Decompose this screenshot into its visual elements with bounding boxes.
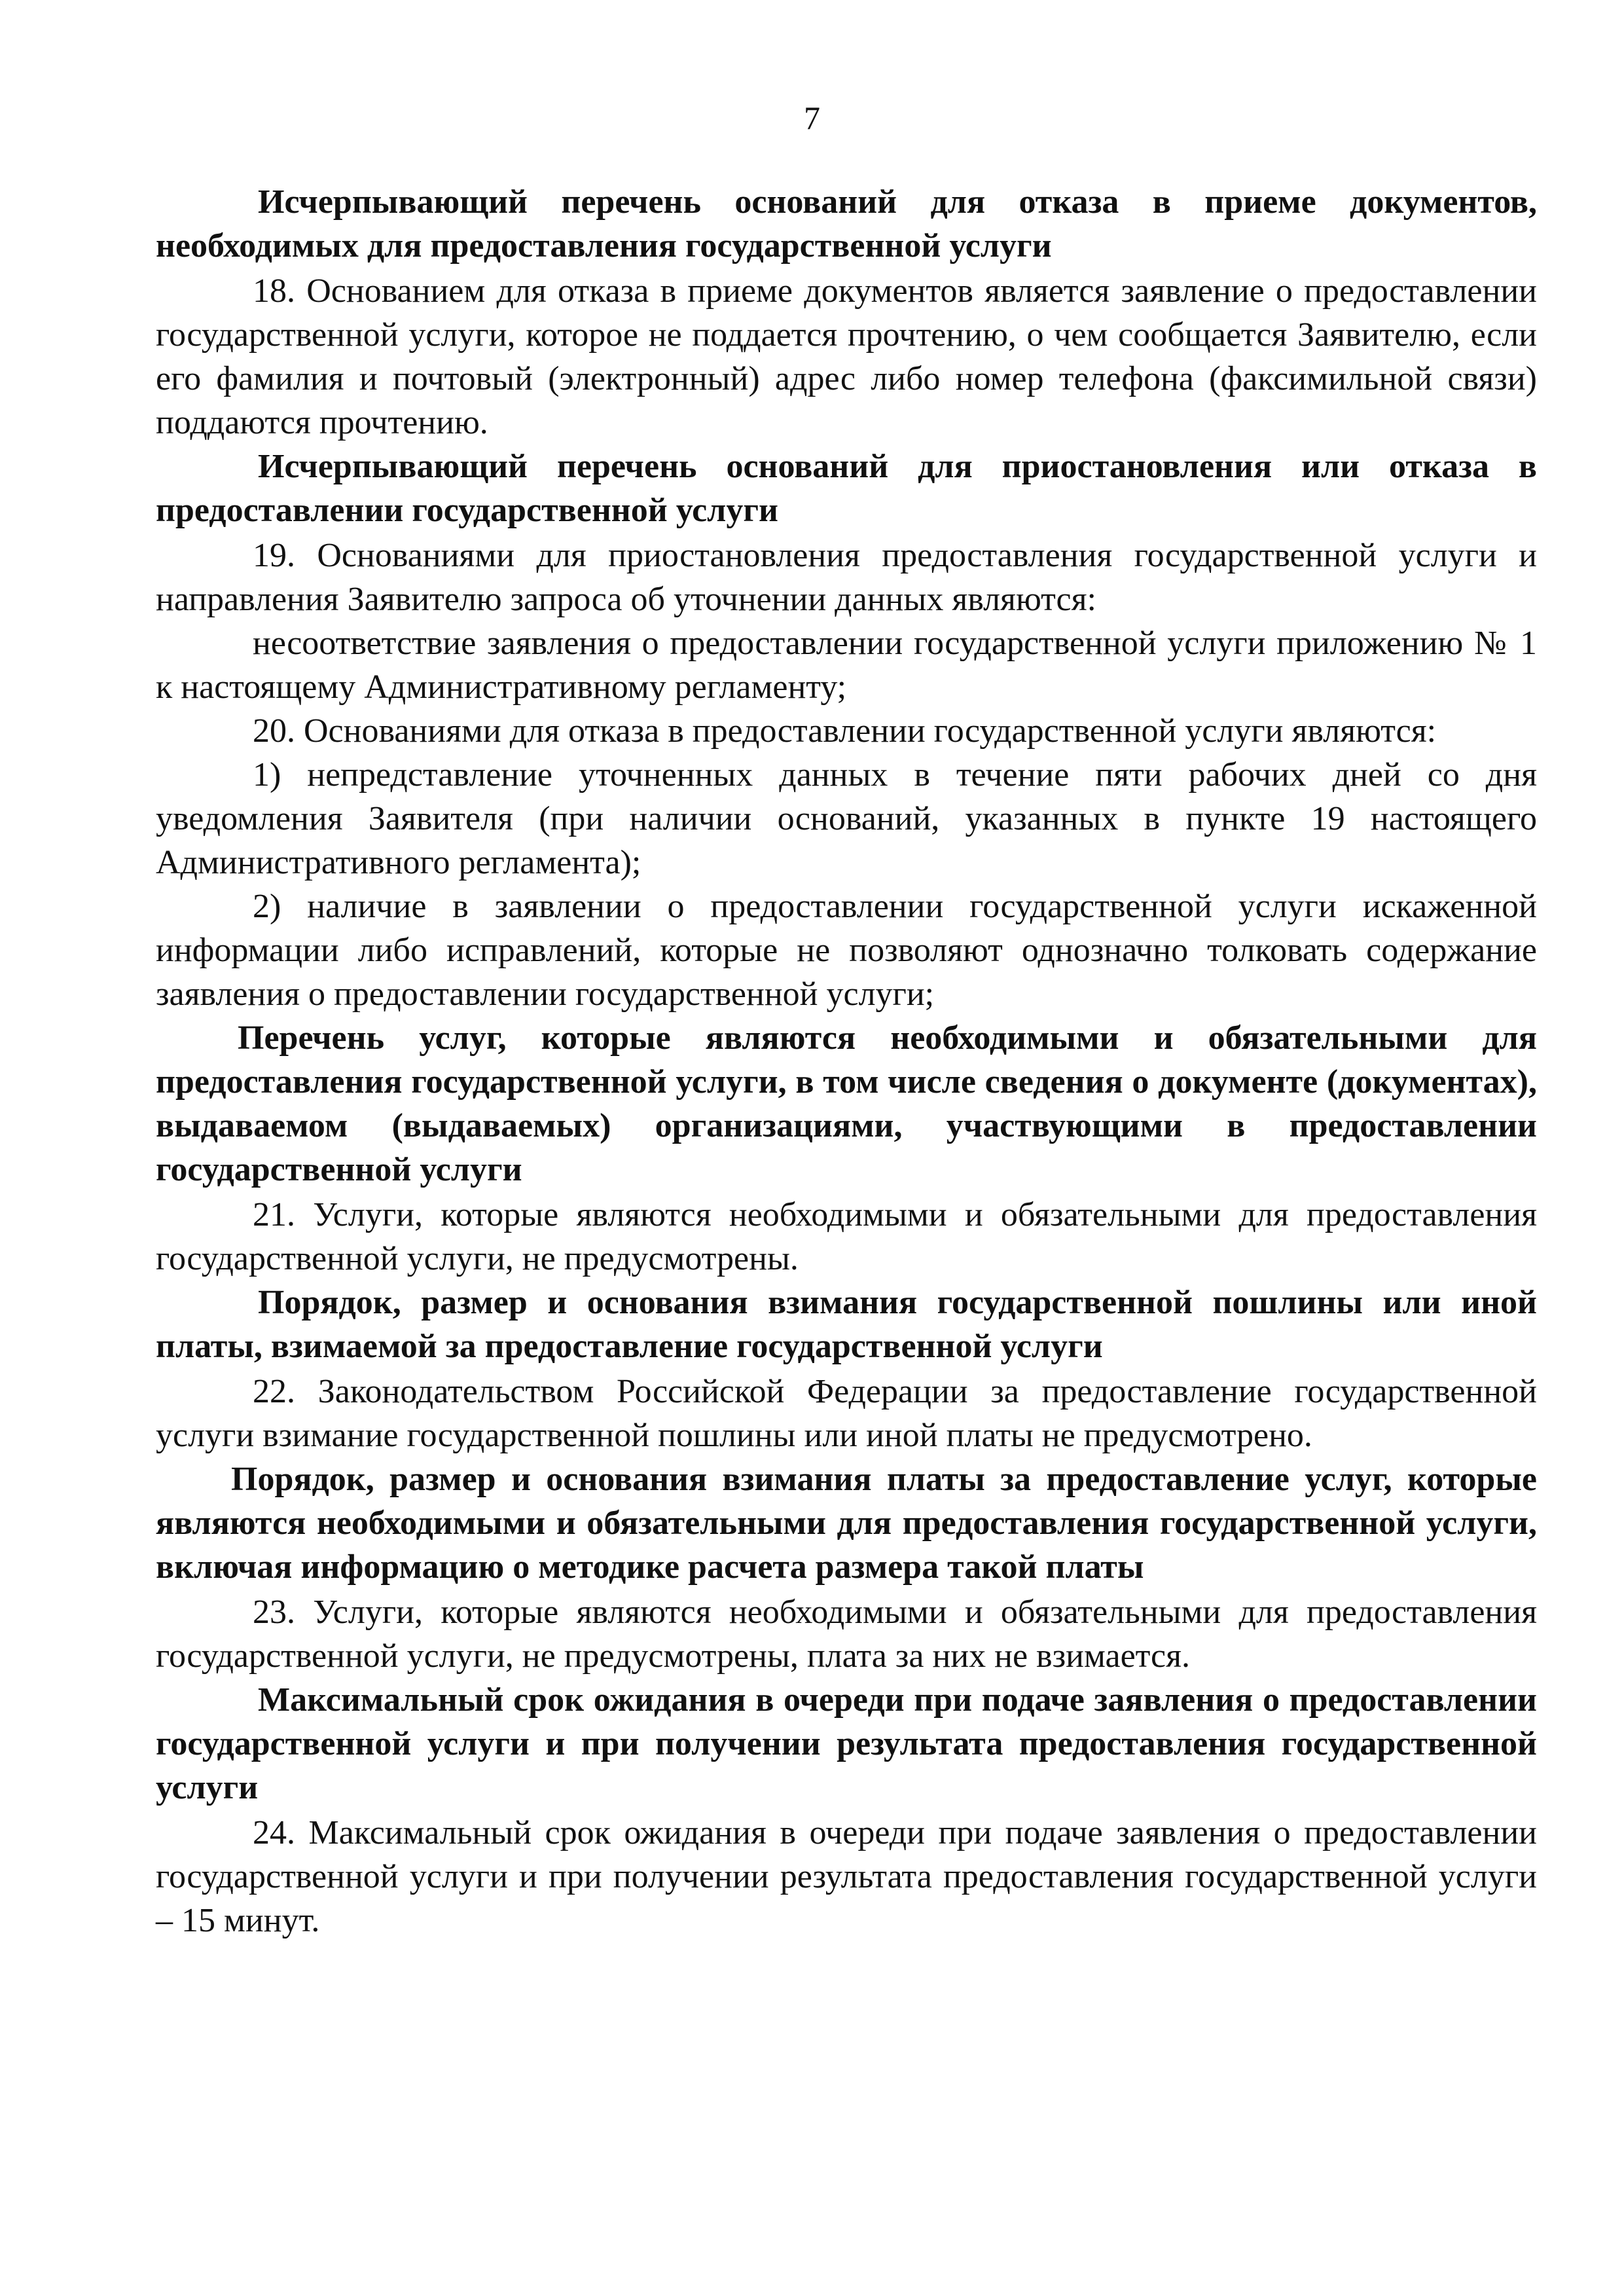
paragraph-18: 18. Основанием для отказа в приеме документов является заявление о предоставлении государственной услуги, которое не поддается прочтению, о чем сообщается Заявителю, если его фамилия и почтовый (электронный) адрес либо номер телефона (факсимильной связи) поддаются прочтению. [156, 272, 1537, 441]
section-refusal-acceptance [156, 180, 1537, 445]
paragraph-20-item-1: 1) непредставление уточненных данных в течение пяти рабочих дней со дня уведомления Заявителя (при наличии оснований, указанных в пункте 19 настоящего Административного регламента); [156, 756, 1537, 881]
section-service-fee [156, 1457, 1537, 1678]
section-heading: Исчерпывающий перечень оснований для отказа в приеме документов, необходимых для предоставления государственной услуги [156, 183, 1537, 264]
section-state-fee [156, 1281, 1537, 1457]
document-body [156, 180, 1537, 1942]
section-heading: Порядок, размер и основания взимания платы за предоставление услуг, которые являются необходимыми и обязательными для предоставления государственной услуги, включая информацию о методике расчета размера такой платы [156, 1461, 1537, 1586]
section-required-services [156, 1016, 1537, 1281]
paragraph-19-item: несоответствие заявления о предоставлении государственной услуги приложению № 1 к настоящему Административному регламенту; [156, 625, 1537, 706]
paragraph-20: 20. Основаниями для отказа в предоставлении государственной услуги являются: [253, 712, 1437, 750]
paragraph-19: 19. Основаниями для приостановления предоставления государственной услуги и направления Заявителю запроса об уточнении данных являются: [156, 537, 1537, 618]
section-heading: Порядок, размер и основания взимания государственной пошлины или иной платы, взимаемой за предоставление государственной услуги [156, 1284, 1537, 1365]
paragraph-20-item-2: 2) наличие в заявлении о предоставлении государственной услуги искаженной информации либо исправлений, которые не позволяют однозначно толковать содержание заявления о предоставлении государственной услуги; [156, 888, 1537, 1013]
paragraph-22: 22. Законодательством Российской Федерации за предоставление государственной услуги взимание государственной пошлины или иной платы не предусмотрено. [156, 1373, 1537, 1454]
section-suspension-refusal [156, 445, 1537, 1016]
paragraph-24: 24. Максимальный срок ожидания в очереди при подаче заявления о предоставлении государственной услуги и при получении результата предоставления государственной услуги – 15 минут. [156, 1814, 1537, 1939]
section-heading: Исчерпывающий перечень оснований для приостановления или отказа в предоставлении государственной услуги [156, 448, 1537, 529]
page-number: 7 [804, 100, 820, 136]
section-waiting-time [156, 1678, 1537, 1942]
paragraph-21: 21. Услуги, которые являются необходимыми и обязательными для предоставления государственной услуги, не предусмотрены. [156, 1196, 1537, 1277]
section-heading: Максимальный срок ожидания в очереди при подаче заявления о предоставлении государственной услуги и при получении результата предоставления государственной услуги [156, 1681, 1537, 1806]
paragraph-23: 23. Услуги, которые являются необходимыми и обязательными для предоставления государственной услуги, не предусмотрены, плата за них не взимается. [156, 1594, 1537, 1675]
section-heading: Перечень услуг, которые являются необходимыми и обязательными для предоставления государственной услуги, в том числе сведения о документе (документах), выдаваемом (выдаваемых) организациями, участвующими в предоставлении государственной услуги [156, 1019, 1537, 1188]
